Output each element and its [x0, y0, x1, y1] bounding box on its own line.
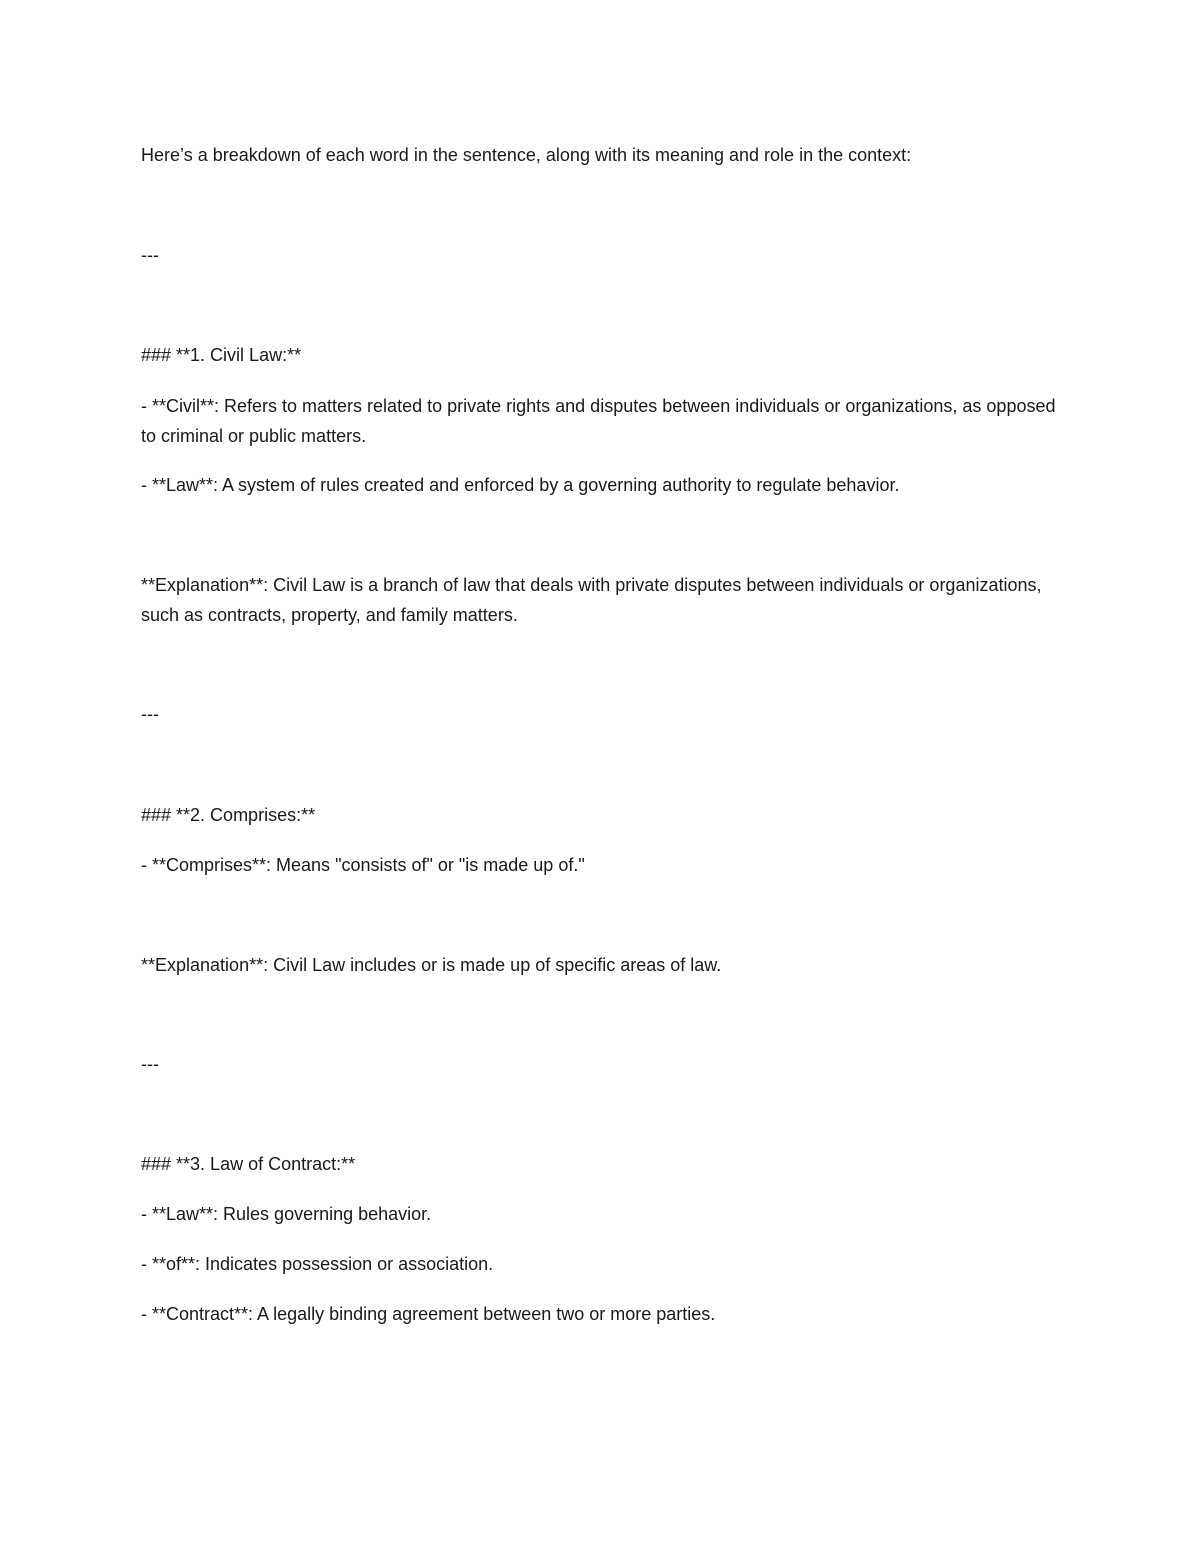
section-1-bullet-law: - **Law**: A system of rules created and enforced by a governing authority to regulate behavior.: [141, 475, 900, 495]
section-1-bullet-civil: - **Civil**: Refers to matters related to private rights and disputes between individuals or organizations, as opposed to criminal or public matters.: [141, 396, 1061, 446]
section-3-bullet-contract: - **Contract**: A legally binding agreement between two or more parties.: [141, 1304, 716, 1324]
section-2-bullet-comprises: - **Comprises**: Means "consists of" or "is made up of.": [141, 855, 585, 875]
divider-3: ---: [141, 1054, 159, 1074]
section-1-explanation: **Explanation**: Civil Law is a branch of law that deals with private disputes between individuals or organizations, such as contracts, property, and family matters.: [141, 575, 1047, 625]
divider-1: ---: [141, 245, 159, 265]
divider-2: ---: [141, 704, 159, 724]
section-3-bullet-of: - **of**: Indicates possession or association.: [141, 1254, 494, 1274]
section-1-heading: ### **1. Civil Law:**: [141, 345, 302, 365]
section-2-explanation: **Explanation**: Civil Law includes or is made up of specific areas of law.: [141, 955, 722, 975]
section-2-heading: ### **2. Comprises:**: [141, 805, 316, 825]
intro-paragraph: Here’s a breakdown of each word in the sentence, along with its meaning and role in the context:: [141, 145, 912, 165]
section-3-heading: ### **3. Law of Contract:**: [141, 1154, 356, 1174]
section-3-bullet-law: - **Law**: Rules governing behavior.: [141, 1204, 432, 1224]
